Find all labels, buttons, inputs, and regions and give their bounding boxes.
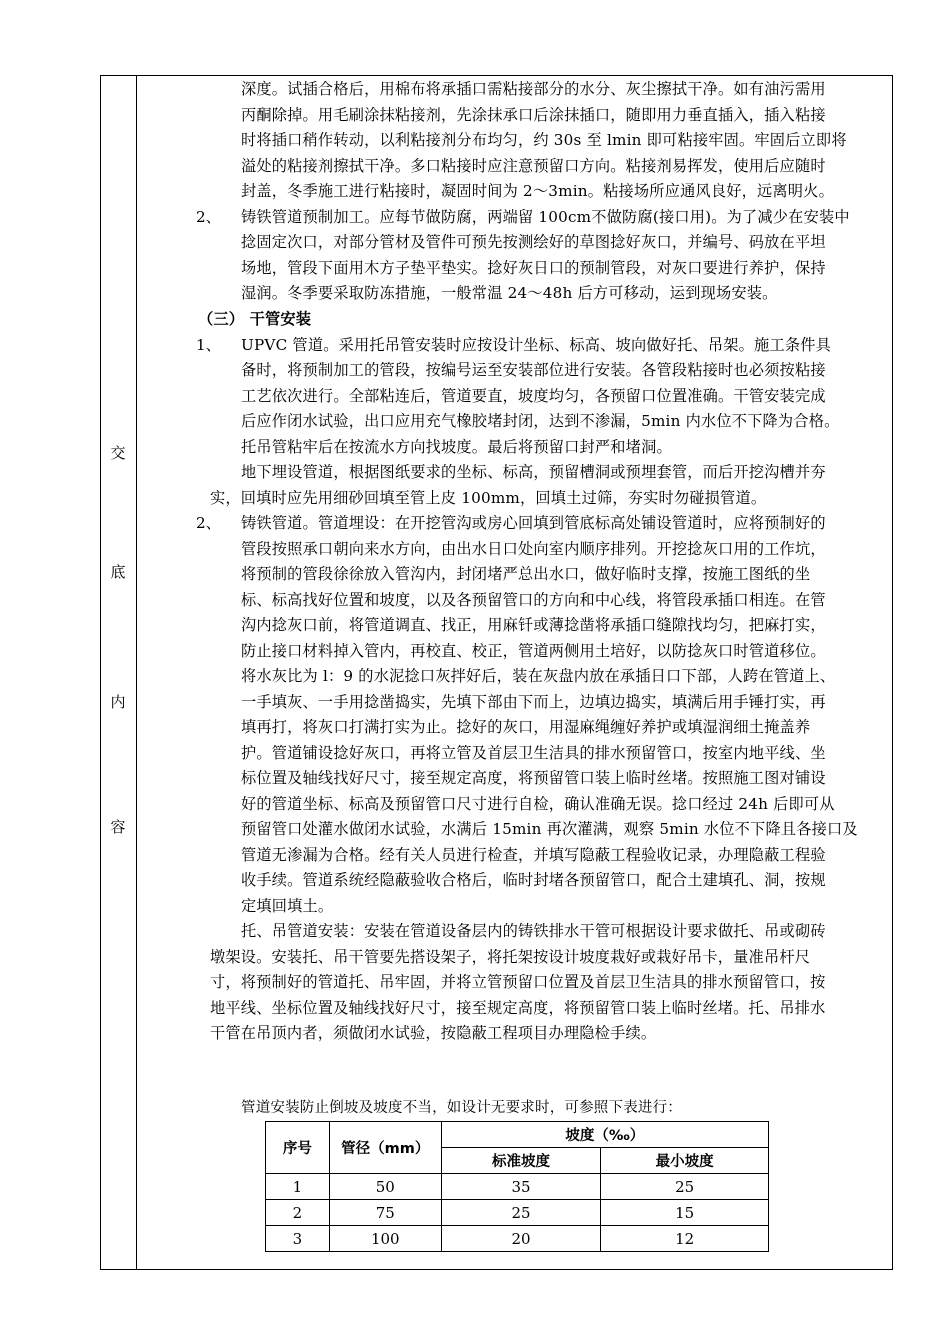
cell-no: 2 — [266, 1200, 330, 1226]
side-label-column — [101, 76, 137, 1269]
text-line: 预留管口处灌水做闭水试验，水满后 15min 再次灌满，观察 5min 水位不下降且各接口及 — [241, 820, 858, 838]
item-number: 1、 — [196, 336, 221, 354]
cell-diameter: 100 — [329, 1226, 441, 1252]
text-line: 湿润。冬季要采取防冻措施，一般常温 24～48h 后方可移动，运到现场安装。 — [241, 284, 778, 302]
item-number: 2、 — [196, 208, 221, 226]
table-header-row — [266, 1122, 769, 1148]
table-row — [266, 1200, 769, 1226]
text-line: 丙酮除掉。用毛刷涂抹粘接剂，先涂抹承口后涂抹插口，随即用力垂直插入，插入粘接 — [241, 106, 826, 124]
cell-min: 25 — [601, 1174, 769, 1200]
text-line: 干管在吊顶内者，须做闭水试验，按隐蔽工程项目办理隐检手续。 — [210, 1024, 657, 1042]
text-line: 护。管道铺设捻好灰口，再将立管及首层卫生洁具的排水预留管口，按室内地平线、坐 — [241, 744, 826, 762]
content-area — [138, 76, 892, 1269]
header-slope: 坡度（‰） — [441, 1122, 768, 1148]
text-line: 托吊管粘牢后在按流水方向找坡度。最后将预留口封严和堵洞。 — [241, 438, 672, 456]
text-line: 将预制的管段徐徐放入管沟内，封闭堵严总出水口，做好临时支撑，按施工图纸的坐 — [241, 565, 811, 583]
text-line: 深度。试插合格后，用棉布将承插口需粘接部分的水分、灰尘擦拭干净。如有油污需用 — [241, 80, 826, 98]
text-line: 工艺依次进行。全部粘连后，管道要直，坡度均匀，各预留口位置准确。干管安装完成 — [241, 387, 826, 405]
text-line: 防止接口材料掉入管内，再校直、校正，管道两侧用土培好，以防捻灰口时管道移位。 — [241, 642, 826, 660]
text-line: 将水灰比为 l：9 的水泥捻口灰拌好后，装在灰盘内放在承插日口下部，人跨在管道上、 — [241, 667, 836, 685]
side-label-char: 容 — [110, 818, 126, 836]
text-line: 管道无渗漏为合格。经有关人员进行检查，并填写隐蔽工程验收记录，办理隐蔽工程验 — [241, 846, 826, 864]
side-label-char: 交 — [110, 444, 126, 462]
text-line: 捻固定次口，对部分管材及管件可预先按测绘好的草图捻好灰口，并编号、码放在平坦 — [241, 233, 826, 251]
text-line: 一手填灰、一手用捻凿捣实，先填下部由下而上，边填边捣实，填满后用手锤打实，再 — [241, 693, 826, 711]
cell-diameter: 75 — [329, 1200, 441, 1226]
text-line: 备时，将预制加工的管段，按编号运至安装部位进行安装。各管段粘接时也必须按粘接 — [241, 361, 826, 379]
text-line: 标、标高找好位置和坡度，以及各预留管口的方向和中心线，将管段承插口相连。在管 — [241, 591, 826, 609]
header-standard-slope: 标准坡度 — [441, 1148, 601, 1174]
slope-table — [265, 1121, 769, 1252]
text-line: 时将插口稍作转动，以利粘接剂分布均匀，约 30s 至 lmin 即可粘接牢固。牢固后立即将 — [241, 131, 847, 149]
text-line: 管段按照承口朝向来水方向，由出水日口处向室内顺序排列。开挖捻灰口用的工作坑， — [241, 540, 826, 558]
cell-min: 15 — [601, 1200, 769, 1226]
side-label-char: 内 — [110, 693, 126, 711]
text-line: 溢处的粘接剂擦拭干净。多口粘接时应注意预留口方向。粘接剂易挥发，使用后应随时 — [241, 157, 826, 175]
text-line: 封盖，冬季施工进行粘接时，凝固时间为 2～3min。粘接场所应通风良好，远离明火。 — [241, 182, 834, 200]
cell-standard: 35 — [441, 1174, 601, 1200]
cell-standard: 25 — [441, 1200, 601, 1226]
text-line: 定填回填土。 — [241, 897, 334, 915]
header-min-slope: 最小坡度 — [601, 1148, 769, 1174]
text-line: 寸，将预制好的管道托、吊牢固，并将立管预留口位置及首层卫生洁具的排水预留管口，按 — [210, 973, 826, 991]
text-line: 场地，管段下面用木方子垫平垫实。捻好灰日口的预制管段，对灰口要进行养护，保持 — [241, 259, 826, 277]
document-frame — [100, 75, 893, 1270]
text-line: 后应作闭水试验，出口应用充气橡胶堵封闭，达到不渗漏，5min 内水位不下降为合格。 — [241, 412, 840, 430]
cell-standard: 20 — [441, 1226, 601, 1252]
cell-min: 12 — [601, 1226, 769, 1252]
text-line: 沟内捻灰口前，将管道调直、找正，用麻钎或薄捻凿将承插口缝隙找均匀，把麻打实， — [241, 616, 826, 634]
table-intro: 管道安装防止倒坡及坡度不当，如设计无要求时，可参照下表进行： — [241, 1100, 682, 1116]
cell-no: 3 — [266, 1226, 330, 1252]
text-line: 铸铁管道。管道埋设：在开挖管沟或房心回填到管底标高处铺设管道时，应将预制好的 — [241, 514, 826, 532]
text-line: 好的管道坐标、标高及预留管口尺寸进行自检，确认准确无误。捻口经过 24h 后即可从 — [241, 795, 835, 813]
text-line: 铸铁管道预制加工。应每节做防腐，两端留 100cm不做防腐(接口用)。为了减少在安装中 — [241, 208, 850, 226]
table-row — [266, 1226, 769, 1252]
text-line: 地下埋设管道，根据图纸要求的坐标、标高，预留槽洞或预埋套管，而后开挖沟槽并夯 — [241, 463, 826, 481]
text-line: 墩架设。安装托、吊干管要先搭设架子，将托架按设计坡度栽好或栽好吊卡，量准吊杆尺 — [210, 948, 811, 966]
table-row — [266, 1174, 769, 1200]
text-line: 填再打，将灰口打满打实为止。捻好的灰口，用湿麻绳缠好养护或填湿润细土掩盖养 — [241, 718, 811, 736]
header-diameter: 管径（mm） — [329, 1122, 441, 1174]
text-line: 地平线、坐标位置及轴线找好尺寸，接至规定高度，将预留管口装上临时丝堵。托、吊排水 — [210, 999, 826, 1017]
item-number: 2、 — [196, 514, 221, 532]
cell-diameter: 50 — [329, 1174, 441, 1200]
section-heading: （三） 干管安装 — [198, 310, 312, 328]
text-line: 标位置及轴线找好尺寸，接至规定高度，将预留管口装上临时丝堵。按照施工图对铺设 — [241, 769, 826, 787]
text-line: 托、吊管道安装：安装在管道设备层内的铸铁排水干管可根据设计要求做托、吊或砌砖 — [241, 922, 826, 940]
cell-no: 1 — [266, 1174, 330, 1200]
text-line: 实，回填时应先用细砂回填至管上皮 100mm，回填土过筛，夯实时勿碰损管道。 — [210, 489, 767, 507]
text-line: 收手续。管道系统经隐蔽验收合格后，临时封堵各预留管口，配合土建填孔、洞，按规 — [241, 871, 826, 889]
header-no: 序号 — [266, 1122, 330, 1174]
side-label-char: 底 — [110, 563, 126, 581]
text-line: UPVC 管道。采用托吊管安装时应按设计坐标、标高、坡向做好托、吊架。施工条件具 — [241, 336, 831, 354]
